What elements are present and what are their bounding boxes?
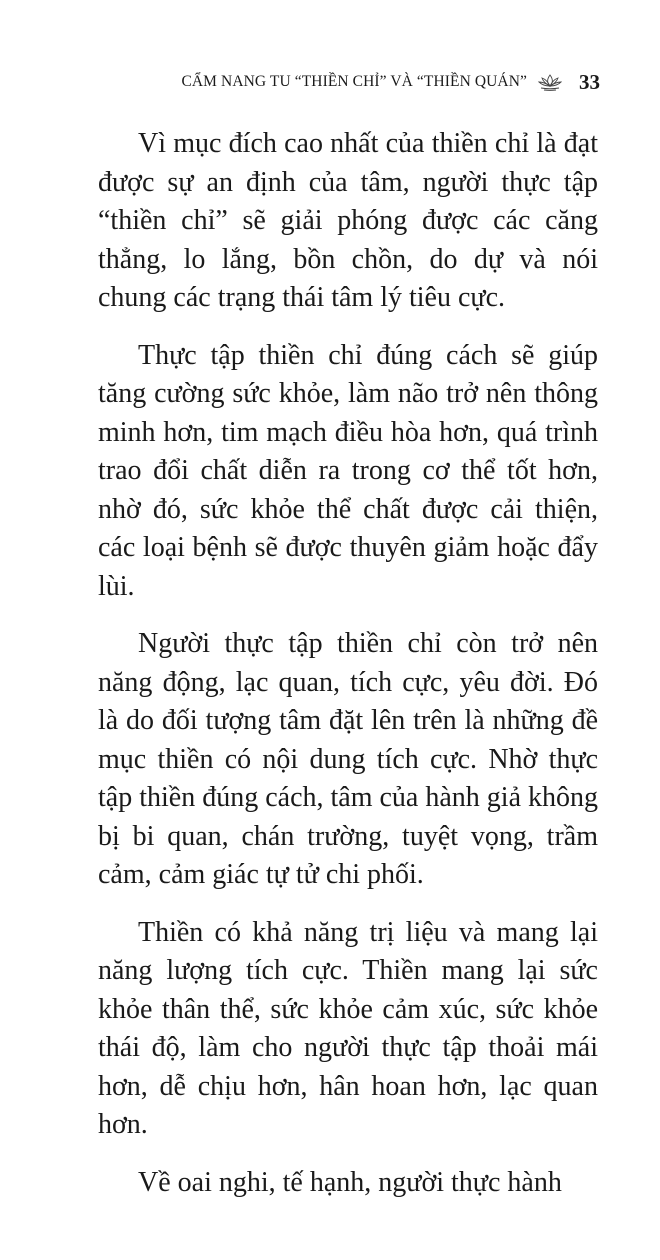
paragraph: Thực tập thiền chỉ đúng cách sẽ giúp tăng cường sức khỏe, làm não trở nên thông minh hơn, tim mạch điều hòa hơn, quá trình trao đổi chất diễn ra trong cơ thể tốt hơn, nhờ đó, sức khỏe thể chất được cải thiện, các loại bệnh sẽ được thuyên giảm hoặc đẩy lùi. <box>98 339 598 602</box>
paragraph: Thiền có khả năng trị liệu và mang lại năng lượng tích cực. Thiền mang lại sức khỏe thân thể, sức khỏe cảm xúc, sức khỏe thái độ, làm cho người thực tập thoải mái hơn, dễ chịu hơn, hân hoan hơn, lạc quan hơn. <box>98 916 598 1140</box>
running-header <box>0 66 600 98</box>
lotus-icon <box>537 73 563 91</box>
header-title: CẨM NANG TU “THIỀN CHỈ” VÀ “THIỀN QUÁN” <box>181 73 527 90</box>
paragraph: Vì mục đích cao nhất của thiền chỉ là đạt được sự an định của tâm, người thực tập “thiền chỉ” sẽ giải phóng được các căng thẳng, lo lắng, bồn chồn, do dự và nói chung các trạng thái tâm lý tiêu cực. <box>98 128 598 313</box>
page-number: 33 <box>579 69 600 94</box>
paragraph: Về oai nghi, tế hạnh, người thực hành <box>138 1166 562 1198</box>
paragraph: Người thực tập thiền chỉ còn trở nên năng động, lạc quan, tích cực, yêu đời. Đó là do đối tượng tâm đặt lên trên là những đề mục thiền có nội dung tích cực. Nhờ thực tập thiền đúng cách, tâm của hành giả không bị bi quan, chán trường, tuyệt vọng, trầm cảm, cảm giác tự tử chi phối. <box>98 628 598 890</box>
body-text <box>98 125 598 1221</box>
